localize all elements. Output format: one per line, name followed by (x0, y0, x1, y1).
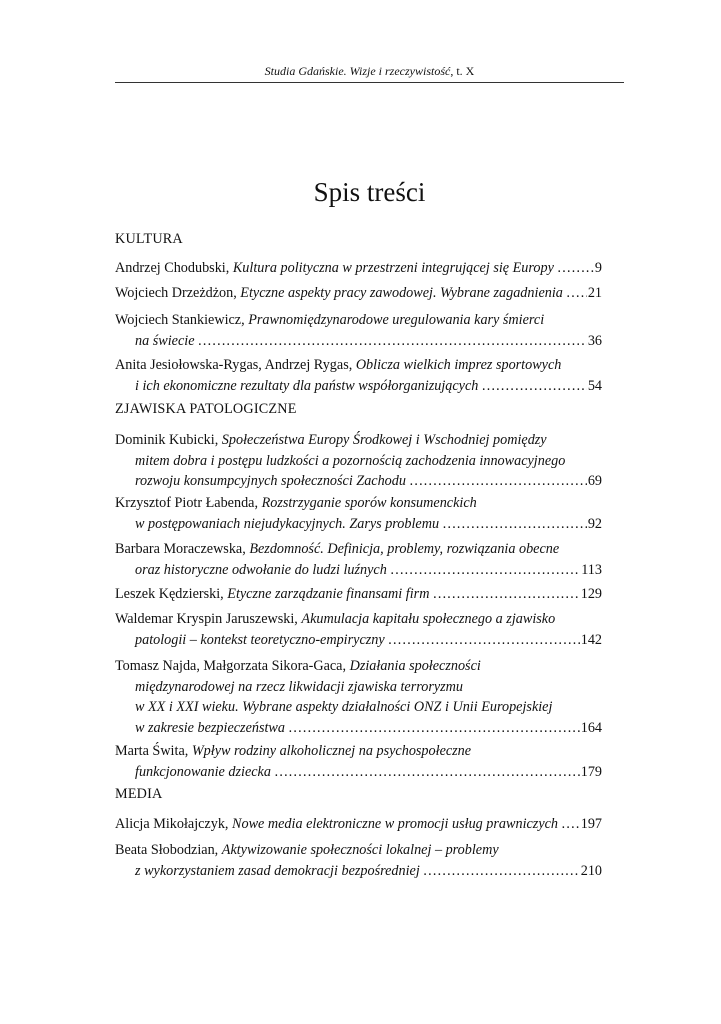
entry-text (115, 432, 547, 448)
entry-author: Dominik Kubicki, (115, 432, 222, 448)
entry-text (115, 258, 554, 279)
entry-title: rozwoju konsumpcyjnych społeczności Zachodu (135, 473, 406, 489)
entry-author: Marta Świta, (115, 743, 192, 759)
toc-entry-line (115, 331, 602, 352)
entry-text (115, 495, 477, 511)
dot-leader (566, 283, 587, 304)
page-title: Spis treści (313, 177, 426, 207)
entry-text (115, 283, 563, 304)
entry-title: funkcjonowanie dziecka (135, 763, 271, 780)
toc-entry[interactable] (115, 430, 602, 492)
entry-title: Rozstrzyganie sporów konsumenckich (261, 495, 477, 511)
toc-entry-line (115, 584, 602, 605)
entry-text (115, 611, 555, 627)
entry-author: Leszek Kędzierski, (115, 586, 228, 602)
section-heading: MEDIA (115, 786, 163, 802)
entry-title: Oblicza wielkich imprez sportowych (355, 357, 562, 373)
entry-author: Barbara Moraczewska, (115, 541, 250, 557)
entry-text (135, 718, 285, 739)
page-number: 36 (587, 332, 602, 349)
entry-author: Alicja Mikołajczyk, (115, 816, 233, 832)
page-number: 54 (587, 377, 602, 394)
page-number: 113 (581, 561, 602, 578)
entry-text (115, 312, 544, 328)
entry-text (135, 331, 195, 352)
toc-entry-line (115, 861, 602, 882)
toc-entry[interactable] (115, 283, 602, 304)
entry-title: z wykorzystaniem zasad demokracji bezpośredniej (135, 862, 420, 879)
entry-author: Krzysztof Piotr Łabenda, (115, 495, 262, 511)
entry-text (135, 514, 439, 535)
entry-text (135, 630, 385, 651)
entry-title: oraz historyczne odwołanie do ludzi luźnych (135, 561, 387, 578)
entry-title: patologii – kontekst teoretyczno-empiryczny (135, 631, 385, 648)
toc-entry[interactable] (115, 814, 602, 835)
toc-entry-line (115, 697, 602, 718)
toc-entry[interactable] (115, 609, 602, 650)
toc-entry-line (115, 560, 602, 581)
header-rule (115, 82, 624, 83)
page-number: 69 (587, 473, 602, 489)
toc-entry-line (115, 741, 602, 762)
toc-entry-line (115, 471, 602, 492)
dot-leader (442, 514, 587, 535)
entry-text (135, 679, 463, 695)
dot-leader (557, 258, 594, 279)
dot-leader (288, 718, 580, 739)
entry-title: Akumulacja kapitału społecznego a zjawisko (301, 611, 556, 627)
entry-title: Etyczne zarządzanie finansami firm (227, 586, 430, 602)
entry-title: międzynarodowej na rzecz likwidacji zjawiska terroryzmu (135, 678, 463, 695)
entry-title: w XX i XXI wieku. Wybrane aspekty działalności ONZ i Unii Europejskiej (135, 699, 553, 715)
entry-text (135, 560, 387, 581)
toc-entry[interactable] (115, 584, 602, 605)
toc-entry[interactable] (115, 539, 602, 580)
page-number: 92 (587, 515, 602, 532)
page-number: 164 (580, 719, 602, 736)
dot-leader (388, 630, 580, 651)
toc-entry-line (115, 376, 602, 397)
entry-text (115, 658, 481, 674)
entry-text (135, 762, 271, 783)
entry-text (135, 471, 406, 492)
dot-leader (432, 584, 579, 605)
entry-title: Aktywizowanie społeczności lokalnej – problemy (221, 842, 499, 858)
toc-entry-line (115, 630, 602, 651)
dot-leader (198, 331, 587, 352)
page-number: 9 (594, 260, 602, 276)
entry-title: Bezdomność. Definicja, problemy, rozwiązania obecne (249, 541, 560, 557)
entry-title: Nowe media elektroniczne w promocji usług prawniczych (232, 816, 559, 832)
toc-entry-line (115, 283, 602, 304)
toc-entry-line (115, 493, 602, 514)
entry-title: Etyczne aspekty pracy zawodowej. Wybrane zagadnienia (240, 285, 563, 301)
page-number: 197 (580, 816, 602, 832)
dot-leader (561, 814, 580, 835)
toc-entry-line (115, 430, 602, 451)
entry-text (115, 814, 558, 835)
entry-text (135, 699, 552, 715)
dot-leader (409, 471, 587, 492)
entry-author: Andrzej Chodubski, (115, 260, 233, 276)
dot-leader (423, 861, 580, 882)
toc-entry-line (115, 718, 602, 739)
entry-author: Wojciech Drzeżdżon, (115, 285, 241, 301)
toc-entry-line (115, 258, 602, 279)
toc-entry-line (115, 451, 602, 472)
entry-title: Działania społeczności (349, 658, 481, 674)
section-heading: KULTURA (115, 231, 183, 247)
entry-title: w zakresie bezpieczeństwa (135, 719, 285, 736)
entry-text (135, 861, 420, 882)
running-header (115, 64, 624, 79)
page-number: 142 (580, 631, 602, 648)
toc-entry-line (115, 814, 602, 835)
page-number: 179 (580, 763, 602, 780)
toc-entry[interactable] (115, 258, 602, 279)
toc-entry-line (115, 609, 602, 630)
toc-entry[interactable] (115, 310, 602, 351)
entry-title: na świecie (135, 332, 195, 349)
dot-leader (481, 376, 586, 397)
volume-number: , t. X (450, 64, 475, 78)
toc-entry[interactable] (115, 656, 602, 738)
section-heading: ZJAWISKA PATOLOGICZNE (115, 401, 297, 417)
entry-text (115, 541, 559, 557)
entry-author: Wojciech Stankiewicz, (115, 312, 249, 328)
entry-text (115, 743, 471, 759)
entry-author: Waldemar Kryspin Jaruszewski, (115, 611, 302, 627)
entry-text (135, 453, 565, 469)
toc-entry-line (115, 310, 602, 331)
entry-text (135, 376, 478, 397)
toc-entry-line (115, 840, 602, 861)
dot-leader (274, 762, 580, 783)
toc-entry-line (115, 514, 602, 535)
page-number: 210 (580, 862, 602, 879)
entry-title: Kultura polityczna w przestrzeni integrującej się Europy (232, 260, 554, 276)
entry-author: Tomasz Najda, Małgorzata Sikora-Gaca, (115, 658, 350, 674)
entry-title: Prawnomiędzynarodowe uregulowania kary śmierci (248, 312, 545, 328)
entry-text (115, 842, 499, 858)
page-number: 21 (587, 285, 602, 301)
toc-entry[interactable] (115, 840, 602, 881)
entry-text (115, 357, 561, 373)
entry-text (115, 584, 429, 605)
entry-title: Społeczeństwa Europy Środkowej i Wschodniej pomiędzy (221, 432, 547, 448)
page-number: 129 (580, 586, 602, 602)
journal-name: Studia Gdańskie. Wizje i rzeczywistość (264, 64, 451, 78)
entry-title: Wpływ rodziny alkoholicznej na psychospołeczne (191, 743, 472, 759)
toc-entry[interactable] (115, 741, 602, 782)
entry-author: Anita Jesiołowska-Rygas, Andrzej Rygas, (115, 357, 356, 373)
dot-leader (390, 560, 580, 581)
entry-title: i ich ekonomiczne rezultaty dla państw współorganizujących (135, 377, 479, 394)
toc-entry[interactable] (115, 355, 602, 396)
toc-entry[interactable] (115, 493, 602, 534)
entry-title: mitem dobra i postępu ludzkości a pozornością zachodzenia innowacyjnego (135, 452, 566, 469)
toc-entry-line (115, 762, 602, 783)
entry-author: Beata Słobodzian, (115, 842, 222, 858)
toc-entry-line (115, 539, 602, 560)
toc-entry-line (115, 355, 602, 376)
toc-entry-line (115, 656, 602, 677)
entry-title: w postępowaniach niejudykacyjnych. Zarys problemu (135, 515, 440, 532)
toc-entry-line (115, 677, 602, 698)
